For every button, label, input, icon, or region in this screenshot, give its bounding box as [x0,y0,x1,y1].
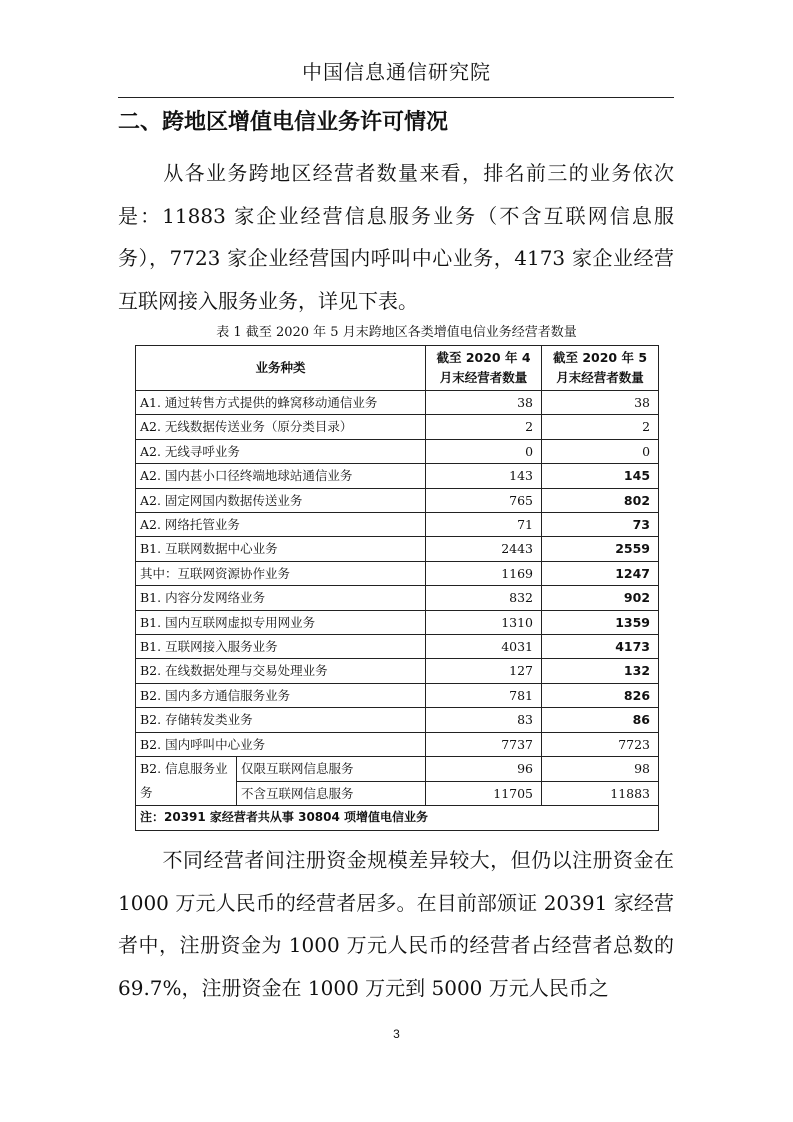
may-count: 86 [542,708,659,732]
may-count: 73 [542,513,659,537]
table-row [136,732,659,756]
may-count: 826 [542,683,659,707]
table-row [136,488,659,512]
table-row [136,464,659,488]
capital-paragraph-text: 不同经营者间注册资金规模差异较大，但仍以注册资金在 1000 万元人民币的经营者居多。在目前部颁证 20391 家经营者中，注册资金为 1000 万元人民币的经营者占经营者总数的 69.7%，注册资金在 1000 万元到 5000 万元人民币之 [118,848,674,1000]
row-label: B1. 国内互联网虚拟专用网业务 [136,610,426,634]
info-service-sub-label: 不含互联网信息服务 [237,781,426,806]
table-row [136,415,659,439]
may-count: 38 [542,391,659,415]
april-count: 7737 [426,732,542,756]
row-label: B1. 互联网数据中心业务 [136,537,426,561]
may-count: 2559 [542,537,659,561]
april-count: 2 [426,415,542,439]
table-row [136,610,659,634]
may-count: 7723 [542,732,659,756]
row-label: 其中：互联网资源协作业务 [136,561,426,585]
table-row [136,586,659,610]
table-row [136,757,659,782]
row-label: A2. 网络托管业务 [136,513,426,537]
intro-paragraph-text: 从各业务跨地区经营者数量来看，排名前三的业务依次是：11883 家企业经营信息服务业务（不含互联网信息服务），7723 家企业经营国内呼叫中心业务，4173 家企业经营互联网接入服务业务，详见下表。 [118,161,674,313]
may-count: 11883 [542,781,659,806]
intro-paragraph [118,152,674,322]
row-label: B2. 国内呼叫中心业务 [136,732,426,756]
row-label: B2. 在线数据处理与交易处理业务 [136,659,426,683]
may-count: 0 [542,439,659,463]
header-title: 中国信息通信研究院 [302,60,491,84]
table-row [136,635,659,659]
row-label: B1. 内容分发网络业务 [136,586,426,610]
table-row [136,683,659,707]
april-count: 2443 [426,537,542,561]
may-count: 132 [542,659,659,683]
april-count: 71 [426,513,542,537]
may-count: 145 [542,464,659,488]
row-label: B2. 存储转发类业务 [136,708,426,732]
table-row [136,439,659,463]
may-count: 802 [542,488,659,512]
header-category: 业务种类 [136,346,426,391]
table-caption: 表 1 截至 2020 年 5 月末跨地区各类增值电信业务经营者数量 [216,325,577,340]
april-count: 0 [426,439,542,463]
row-label: A2. 国内甚小口径终端地球站通信业务 [136,464,426,488]
operator-count-table [135,345,659,831]
header-divider [118,97,674,98]
table-row [136,391,659,415]
section-heading: 二、跨地区增值电信业务许可情况 [118,110,449,135]
header-may: 截至 2020 年 5 月末经营者数量 [542,346,659,391]
header-april: 截至 2020 年 4 月末经营者数量 [426,346,542,391]
table-header-row [136,346,659,391]
may-count: 2 [542,415,659,439]
may-count: 98 [542,757,659,782]
may-count: 902 [542,586,659,610]
table-row [136,513,659,537]
april-count: 1310 [426,610,542,634]
may-count: 4173 [542,635,659,659]
table-row [136,561,659,585]
april-count: 127 [426,659,542,683]
info-service-group-label: B2. 信息服务业务 [136,757,237,806]
april-count: 781 [426,683,542,707]
row-label: A2. 无线数据传送业务（原分类目录） [136,415,426,439]
april-count: 11705 [426,781,542,806]
may-count: 1359 [542,610,659,634]
row-label: B1. 互联网接入服务业务 [136,635,426,659]
april-count: 96 [426,757,542,782]
april-count: 4031 [426,635,542,659]
table-note: 注：20391 家经营者共从事 30804 项增值电信业务 [136,806,659,830]
info-service-sub-label: 仅限互联网信息服务 [237,757,426,782]
row-label: A2. 无线寻呼业务 [136,439,426,463]
table-row [136,659,659,683]
table-note-row [136,806,659,830]
page-number: 3 [393,1027,400,1041]
may-count: 1247 [542,561,659,585]
row-label: B2. 国内多方通信服务业务 [136,683,426,707]
april-count: 143 [426,464,542,488]
table-row [136,708,659,732]
table-row [136,537,659,561]
capital-paragraph [118,839,674,1009]
april-count: 832 [426,586,542,610]
row-label: A1. 通过转售方式提供的蜂窝移动通信业务 [136,391,426,415]
april-count: 38 [426,391,542,415]
april-count: 83 [426,708,542,732]
april-count: 1169 [426,561,542,585]
row-label: A2. 固定网国内数据传送业务 [136,488,426,512]
april-count: 765 [426,488,542,512]
